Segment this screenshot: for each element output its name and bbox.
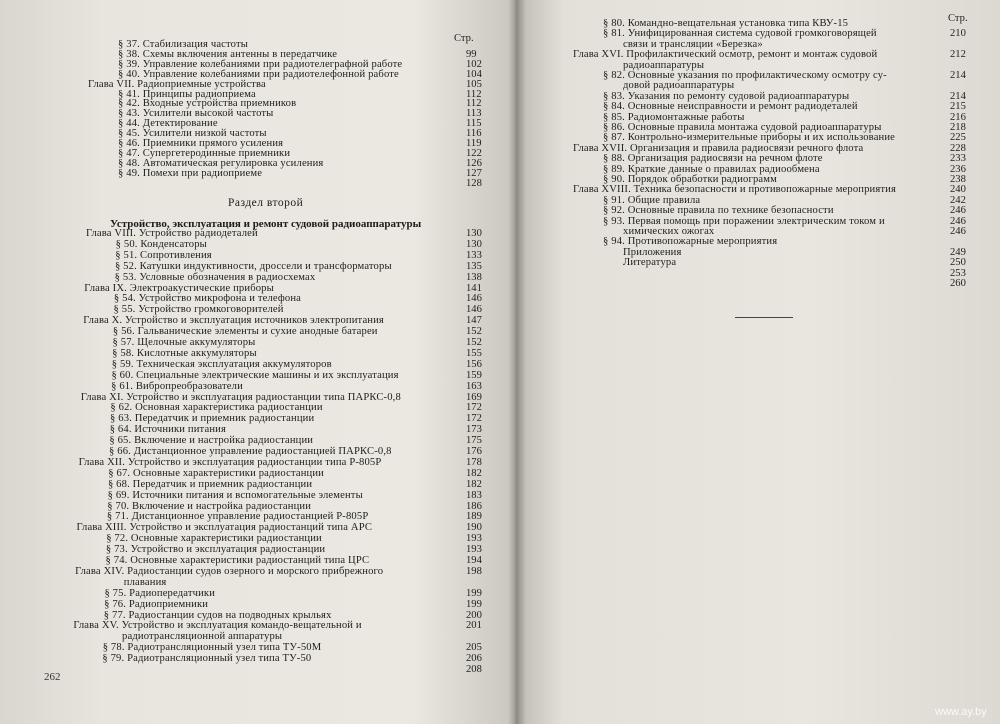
toc-entry: § 41. Принципы радиоприема bbox=[118, 88, 256, 100]
toc-entry: § 86. Основные правила монтажа судовой радиоаппаратуры bbox=[603, 122, 882, 133]
toc-page-number: 152 bbox=[466, 326, 482, 338]
toc-entry: § 42. Входные устройства приемников bbox=[118, 98, 297, 110]
toc-page-number: 190 bbox=[466, 522, 482, 534]
right-page bbox=[515, 0, 1000, 724]
toc-entry: § 83. Указания по ремонту судовой радиоаппаратуры bbox=[603, 90, 850, 102]
toc-entry: § 79. Радиотрансляционный узел типа ТУ-50 bbox=[102, 653, 312, 665]
toc-page-number: 236 bbox=[950, 163, 966, 175]
toc-chapter: Глава XI. Устройство и эксплуатация радиостанции типа ПАРКС-0,8 bbox=[80, 391, 401, 403]
toc-entry: § 91. Общие правила bbox=[603, 194, 701, 206]
toc-entry: химических ожогах bbox=[623, 226, 715, 237]
toc-page-number: 172 bbox=[466, 413, 482, 425]
toc-chapter: Глава XII. Устройство и эксплуатация радиостанции типа Р-805Р bbox=[78, 456, 382, 468]
toc-entry: § 88. Организация радиосвязи на речном флоте bbox=[603, 153, 823, 165]
toc-entry: § 93. Первая помощь при поражении электрическим током и bbox=[603, 215, 885, 227]
toc-entry: § 46. Приемники прямого усиления bbox=[118, 138, 284, 149]
section-heading: Раздел второй bbox=[228, 197, 304, 209]
toc-page-number: 246 bbox=[950, 205, 966, 217]
toc-entry: § 81. Унифицированная система судовой громкоговорящей bbox=[603, 28, 877, 40]
toc-page-number: 173 bbox=[466, 424, 482, 436]
toc-page-number: 115 bbox=[466, 118, 482, 130]
toc-entry: § 56. Гальванические элементы и сухие анодные батареи bbox=[112, 326, 378, 338]
toc-page-number: 119 bbox=[466, 138, 482, 149]
toc-entry: § 94. Противопожарные мероприятия bbox=[603, 236, 778, 248]
toc-chapter: Глава VII. Радиоприемные устройства bbox=[88, 78, 266, 90]
toc-entry: § 92. Основные правила по технике безопасности bbox=[603, 205, 834, 217]
toc-page-number: 126 bbox=[466, 157, 482, 169]
toc-entry: § 65. Включение и настройка радиостанции bbox=[109, 435, 314, 447]
toc-entry: § 85. Радиомонтажные работы bbox=[603, 111, 745, 123]
toc-page-number: 194 bbox=[466, 555, 482, 566]
toc-page-number: 216 bbox=[950, 111, 966, 123]
toc-page-number: 99 bbox=[466, 48, 477, 60]
toc-entry: радиоаппаратуры bbox=[623, 59, 705, 71]
toc-page-number: 130 bbox=[466, 238, 482, 250]
toc-page-number: 141 bbox=[466, 282, 482, 294]
toc-page-number: 152 bbox=[466, 337, 482, 348]
toc-page-number: 193 bbox=[466, 533, 482, 545]
toc-page-number: 175 bbox=[466, 435, 482, 447]
toc-chapter: Глава XIV. Радиостанции судов озерного и морского прибрежного bbox=[75, 565, 384, 577]
toc-page-number: 212 bbox=[950, 49, 966, 61]
toc-chapter: Глава IX. Электроакустические приборы bbox=[84, 282, 274, 294]
toc-page-number: 206 bbox=[466, 653, 482, 665]
toc-page-number: 156 bbox=[466, 358, 482, 370]
toc-entry: § 89. Краткие данные о правилах радиообмена bbox=[603, 163, 820, 175]
toc-page-number: 186 bbox=[466, 500, 482, 512]
toc-entry: Приложения bbox=[623, 246, 682, 258]
toc-entry: радиотрансляционной аппаратуры bbox=[122, 631, 283, 643]
toc-entry: § 70. Включение и настройка радиостанции bbox=[107, 500, 312, 512]
toc-chapter: Глава XVIII. Техника безопасности и противопожарные мероприятия bbox=[573, 184, 897, 196]
toc-page-number: 116 bbox=[466, 128, 482, 140]
toc-entry: § 66. Дистанционное управление радиостанцией ПАРКС-0,8 bbox=[109, 446, 392, 457]
toc-page-number: 163 bbox=[466, 380, 482, 392]
toc-page-number: 238 bbox=[950, 174, 966, 185]
toc-page-number: 112 bbox=[466, 88, 482, 100]
toc-page-number: 133 bbox=[466, 249, 482, 261]
toc-entry: § 57. Щелочные аккумуляторы bbox=[112, 337, 256, 348]
page-column-header: Стр. bbox=[454, 33, 474, 44]
book-gutter bbox=[508, 0, 526, 724]
toc-chapter: Глава XV. Устройство и эксплуатация командо-вещательной и bbox=[73, 620, 362, 632]
toc-entry: § 63. Передатчик и приемник радиостанции bbox=[110, 413, 315, 425]
toc-entry: § 64. Источники питания bbox=[109, 424, 226, 436]
toc-entry: § 68. Передатчик и приемник радиостанции bbox=[107, 478, 313, 490]
page-number: 262 bbox=[44, 671, 61, 683]
toc-page-number: 208 bbox=[466, 664, 482, 675]
toc-entry: § 45. Усилители низкой частоты bbox=[118, 128, 267, 140]
toc-page-number: 250 bbox=[950, 257, 966, 269]
toc-entry: § 80. Командно-вещательная установка типа КВУ-15 bbox=[603, 18, 849, 29]
toc-page-number: 205 bbox=[466, 642, 482, 654]
toc-page-number: 104 bbox=[466, 68, 482, 80]
toc-page-number: 146 bbox=[466, 304, 482, 316]
toc-entry: § 77. Радиостанции судов на подводных крыльях bbox=[103, 609, 332, 621]
toc-page-number: 135 bbox=[466, 260, 482, 272]
toc-page-number: 182 bbox=[466, 467, 482, 479]
toc-page-number: 228 bbox=[950, 142, 966, 154]
toc-entry: § 67. Основные характеристики радиостанции bbox=[108, 467, 324, 479]
toc-entry: плавания bbox=[123, 576, 167, 588]
toc-page-number: 249 bbox=[950, 246, 966, 258]
toc-chapter: Глава X. Устройство и эксплуатация источников электропитания bbox=[83, 315, 384, 327]
toc-entry: § 43. Усилители высокой частоты bbox=[118, 108, 274, 120]
watermark: www.ay.by bbox=[935, 706, 987, 718]
toc-page-number: 200 bbox=[466, 609, 482, 621]
toc-entry: § 74. Основные характеристики радиостанций типа ЦРС bbox=[105, 555, 370, 566]
toc-page-number: 253 bbox=[950, 267, 966, 279]
toc-page-number: 218 bbox=[950, 122, 966, 133]
toc-page-number: 169 bbox=[466, 391, 482, 403]
toc-page-number: 246 bbox=[950, 226, 966, 237]
toc-entry: § 58. Кислотные аккумуляторы bbox=[112, 347, 257, 359]
toc-entry: § 47. Супергетеродинные приемники bbox=[118, 147, 291, 159]
toc-entry: § 50. Конденсаторы bbox=[115, 238, 207, 250]
toc-entry: § 40. Управление колебаниями при радиотелефонной работе bbox=[118, 68, 399, 80]
toc-entry: § 60. Специальные электрические машины и их эксплуатация bbox=[111, 369, 399, 381]
toc-entry: § 38. Схемы включения антенны в передатчике bbox=[118, 48, 338, 60]
toc-page-number: 225 bbox=[950, 132, 966, 144]
toc-entry: § 72. Основные характеристики радиостанции bbox=[106, 533, 322, 545]
toc-entry: § 78. Радиотрансляционный узел типа ТУ-50М bbox=[102, 642, 322, 654]
toc-entry: § 52. Катушки индуктивности, дроссели и трансформаторы bbox=[114, 260, 392, 272]
toc-page-number: 210 bbox=[950, 28, 966, 40]
end-separator bbox=[735, 317, 793, 318]
toc-entry: § 53. Условные обозначения в радиосхемах bbox=[114, 271, 316, 283]
toc-page-number: 215 bbox=[950, 101, 966, 113]
toc-entry: § 55. Устройство громкоговорителей bbox=[113, 304, 284, 316]
toc-page-number: 240 bbox=[950, 184, 966, 196]
toc-entry: § 48. Автоматическая регулировка усиления bbox=[118, 157, 324, 169]
toc-page-number: 155 bbox=[466, 347, 482, 359]
toc-page-number: 242 bbox=[950, 194, 966, 206]
toc-page-number: 214 bbox=[950, 70, 966, 81]
toc-page-number: 113 bbox=[466, 108, 482, 120]
toc-entry: § 71. Дистанционное управление радиостанцией Р-805Р bbox=[106, 511, 369, 523]
toc-entry: § 62. Основная характеристика радиостанции bbox=[110, 402, 323, 414]
toc-entry: § 39. Управление колебаниями при радиотелеграфной работе bbox=[118, 58, 403, 70]
toc-page-number: 102 bbox=[466, 58, 482, 70]
toc-page-number: 138 bbox=[466, 271, 482, 283]
toc-page-number: 183 bbox=[466, 489, 482, 501]
toc-entry: § 37. Стабилизация частоты bbox=[118, 39, 249, 50]
toc-page-number: 233 bbox=[950, 153, 966, 165]
toc-page-number: 199 bbox=[466, 587, 482, 599]
toc-page-number: 199 bbox=[466, 598, 482, 610]
toc-entry: § 82. Основные указания по профилактическому осмотру су- bbox=[603, 70, 887, 81]
toc-chapter: Глава XIII. Устройство и эксплуатация радиостанций типа АРС bbox=[76, 522, 373, 534]
toc-entry: § 49. Помехи при радиоприеме bbox=[118, 167, 263, 179]
toc-page-number: 182 bbox=[466, 478, 482, 490]
section-subheading: Устройство, эксплуатация и ремонт судовой радиоаппаратуры bbox=[110, 218, 422, 230]
toc-entry: § 87. Контрольно-измерительные приборы и их использование bbox=[603, 132, 896, 144]
toc-chapter: Глава XVI. Профилактический осмотр, ремонт и монтаж судовой bbox=[573, 49, 878, 61]
toc-entry: § 75. Радиопередатчики bbox=[104, 587, 216, 599]
toc-page-number: 193 bbox=[466, 544, 482, 556]
toc-page-number: 159 bbox=[466, 369, 482, 381]
toc-page-number: 214 bbox=[950, 90, 966, 102]
toc-entry: связи и трансляции «Березка» bbox=[623, 38, 763, 50]
toc-page-number: 172 bbox=[466, 402, 482, 414]
toc-entry: § 54. Устройство микрофона и телефона bbox=[113, 293, 302, 305]
toc-entry: § 90. Порядок обработки радиограмм bbox=[603, 174, 777, 185]
toc-page-number: 201 bbox=[466, 620, 482, 632]
toc-entry: Литература bbox=[623, 257, 677, 269]
toc-page-number: 130 bbox=[466, 228, 482, 239]
toc-page-number: 127 bbox=[466, 167, 482, 179]
toc-page-number: 198 bbox=[466, 565, 482, 577]
toc-page-number: 260 bbox=[950, 278, 966, 289]
toc-entry: § 61. Вибропреобразователи bbox=[111, 380, 243, 392]
toc-page-number: 128 bbox=[466, 177, 482, 189]
toc-page-number: 178 bbox=[466, 456, 482, 468]
toc-page-number: 176 bbox=[466, 446, 482, 457]
toc-page-number: 146 bbox=[466, 293, 482, 305]
toc-entry: довой радиоаппаратуры bbox=[623, 80, 735, 92]
toc-entry: § 84. Основные неисправности и ремонт радиодеталей bbox=[603, 101, 858, 113]
toc-entry: § 44. Детектирование bbox=[118, 118, 218, 130]
toc-entry: § 51. Сопротивления bbox=[115, 249, 212, 261]
toc-chapter: Глава XVII. Организация и правила радиосвязи речного флота bbox=[573, 142, 864, 154]
page-column-header: Стр. bbox=[948, 13, 968, 24]
toc-page-number: 105 bbox=[466, 78, 482, 90]
toc-entry: § 76. Радиоприемники bbox=[104, 598, 209, 610]
toc-entry: § 59. Техническая эксплуатация аккумуляторов bbox=[111, 358, 332, 370]
toc-page-number: 112 bbox=[466, 98, 482, 110]
toc-entry: § 69. Источники питания и вспомогательные элементы bbox=[107, 489, 363, 501]
toc-chapter: Глава VIII. Устройство радиодеталей bbox=[86, 228, 258, 239]
toc-page-number: 147 bbox=[466, 315, 482, 327]
toc-page-number: 189 bbox=[466, 511, 482, 523]
toc-entry: § 73. Устройство и эксплуатация радиостанции bbox=[105, 544, 326, 556]
toc-page-number: 122 bbox=[466, 147, 482, 159]
toc-page-number: 246 bbox=[950, 215, 966, 227]
